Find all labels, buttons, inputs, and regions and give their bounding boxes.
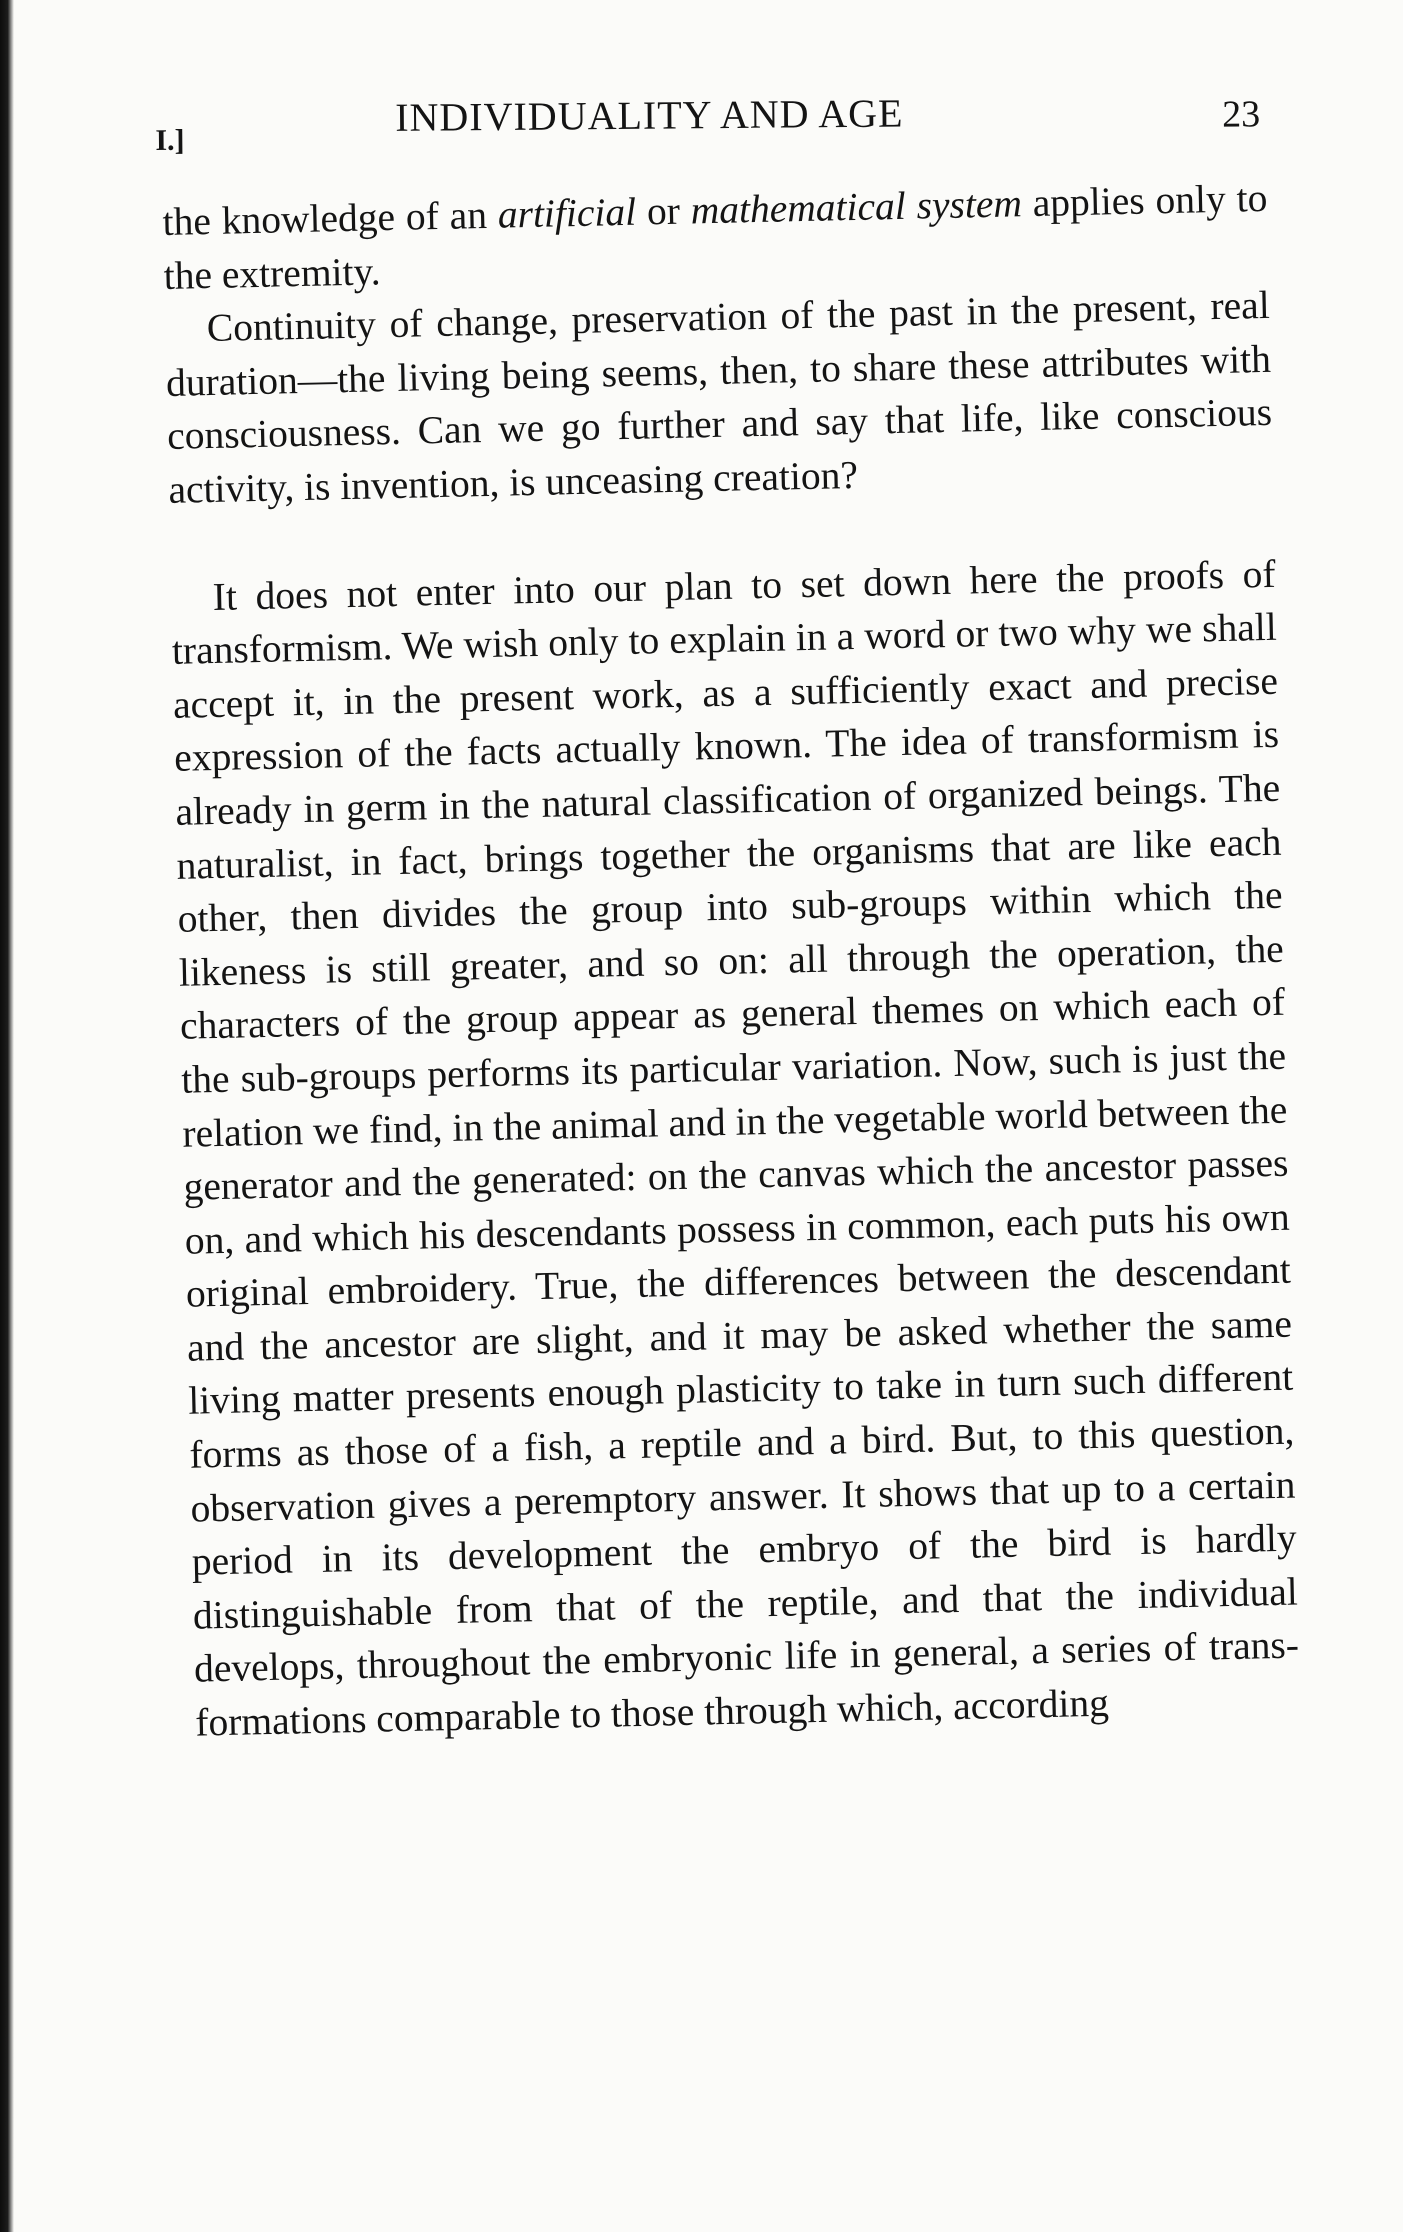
binding-edge-shadow [0,0,14,2232]
paragraph-1-rest: applies only to the extremity. [163,175,1268,298]
paragraph-transformism: It does not enter into our plan to set down here the proofs of transformism. We wish only to explain in a word or two why we shall accept it, in the present work, as a sufficiently exact and precise expression of the facts actually known. The idea of transformism is already in germ in the natural classification of organized beings. The naturalist, in fact, brings together the organisms that are like each other, then divides the group into sub-groups within which the likeness is still greater, and so on: all through the operation, the characters of the group appear as general themes on which each of the sub-groups performs its particular variation. Now, such is just the relation we find, in the animal and in the vegetable world between the generator and the generated: on the canvas which the ancestor passes on, and which his descendants possess in common, each puts his own original embroidery. True, the differences between the descendant and the ancestor are slight, and it may be asked whether the same living matter presents enough plasticity to take in turn such different forms as those of a fish, a reptile and a bird. But, to this question, observation gives a peremptory answer. It shows that up to a certain period in its development the embryo of the bird is hardly distinguishable from that of the reptile, and that the individual develops, throughout the embryonic life in general, a series of transformations comparable to those through which, according [171,551,1300,1745]
italic-term-artificial: artificial [497,189,637,237]
page-number: 23 [1222,93,1261,136]
running-head-title: INDIVIDUALITY AND AGE [394,90,904,140]
paragraph-1-lead: the knowledge of an [162,192,499,244]
running-head [155,86,1260,156]
chapter-marker: I.] [155,123,185,157]
paragraph-1-middle: or [635,188,692,234]
body-text [162,172,1301,1750]
paragraph-continuity: Continuity of change, preservation of the past in the present, real duration—the living being seems, then, to share these attributes with consciousness. Can we go further and say that life, like conscious activity, is invention, is unceasing creation? [165,283,1273,512]
italic-term-mathematical-system: mathematical system [690,181,1023,233]
